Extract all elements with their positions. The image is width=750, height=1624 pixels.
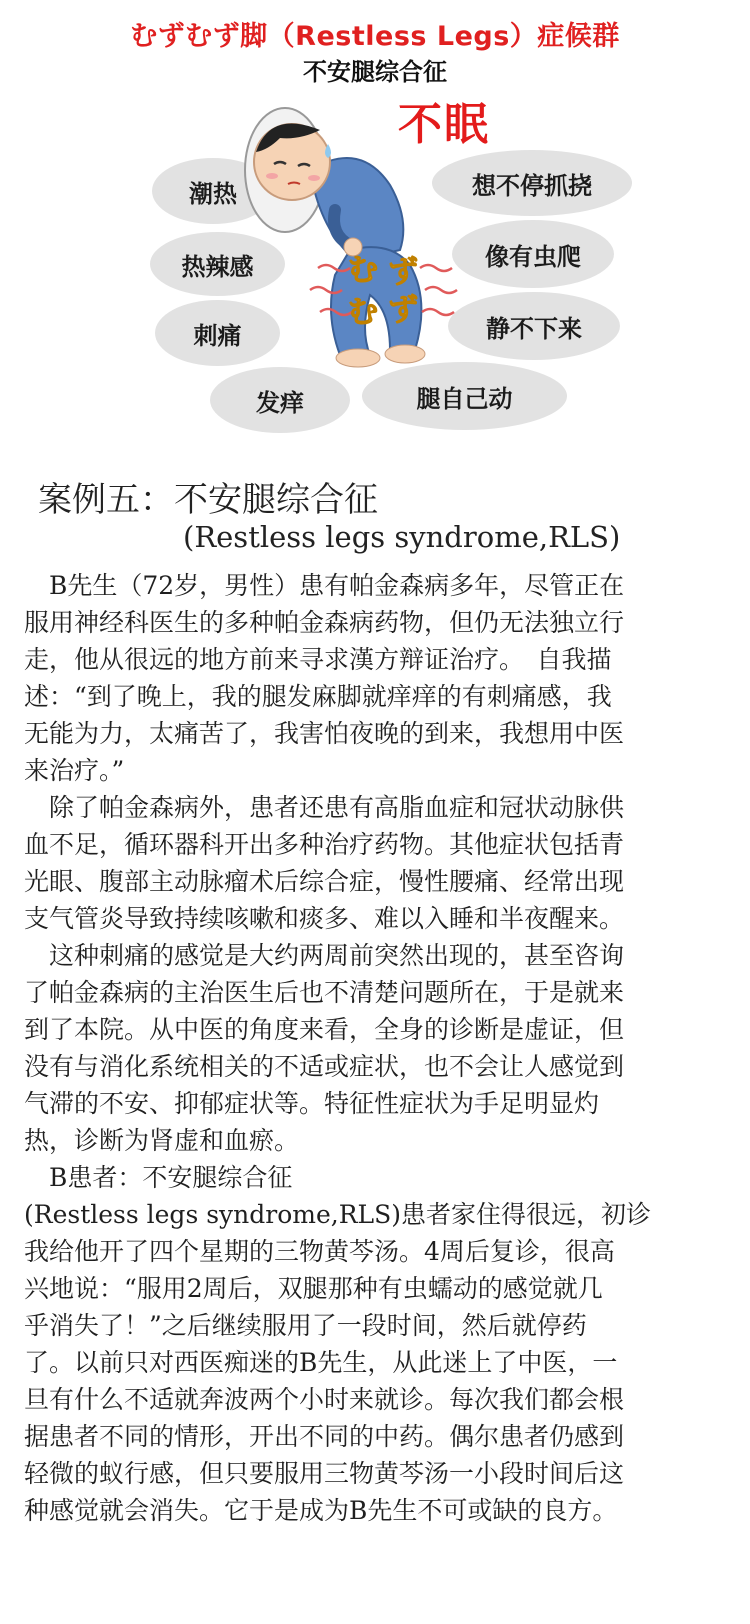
bubble-crawling: 像有虫爬 xyxy=(452,220,614,288)
mutter-mu-2: む xyxy=(348,295,378,330)
mutter-mu-1: む xyxy=(348,253,378,288)
text-line: 走，他从很远的地方前来寻求漢方辩证治疗。 自我描 xyxy=(24,645,612,674)
text-line: B患者：不安腿综合征 xyxy=(24,1163,293,1192)
text-line: 种感觉就会消失。它于是成为B先生不可或缺的良方。 xyxy=(24,1496,618,1525)
text-line: 支气管炎导致持续咳嗽和痰多、难以入睡和半夜醒来。 xyxy=(24,904,625,933)
case-heading: 案例五：不安腿综合征 xyxy=(38,480,378,520)
text-line: 没有与消化系统相关的不适或症状，也不会让人感觉到 xyxy=(24,1052,625,1081)
article-body xyxy=(24,567,728,1529)
text-line: 这种刺痛的感觉是大约两周前突然出现的，甚至咨询 xyxy=(24,941,625,970)
text-line: 无能为力，太痛苦了，我害怕夜晚的到来，我想用中医 xyxy=(24,719,625,748)
text-line: 了。以前只对西医痴迷的B先生，从此迷上了中医，一 xyxy=(24,1348,618,1377)
mutter-zu-1: ず xyxy=(388,255,418,290)
text-line: 服用神经科医生的多种帕金森病药物，但仍无法独立行 xyxy=(24,608,625,637)
text-line: 乎消失了！”之后继续服用了一段时间，然后就停药 xyxy=(24,1311,587,1340)
text-line: 来治疗。” xyxy=(24,756,125,785)
bubble-hot-flash: 潮热 xyxy=(152,158,274,224)
bubble-restless: 静不下来 xyxy=(448,292,620,360)
text-line: 述：“到了晚上，我的腿发麻脚就痒痒的有刺痛感，我 xyxy=(24,682,612,711)
text-line: 到了本院。从中医的角度来看，全身的诊断是虚证，但 xyxy=(24,1015,625,1044)
text-line: B先生（72岁，男性）患有帕金森病多年，尽管正在 xyxy=(24,571,625,600)
bubble-stinging: 刺痛 xyxy=(155,300,280,366)
text-line: (Restless legs syndrome,RLS)患者家住得很远，初诊 xyxy=(24,1200,652,1229)
illustration xyxy=(0,0,750,460)
insomnia-label: 不眠 xyxy=(398,99,490,150)
bubble-itching: 发痒 xyxy=(210,367,350,433)
text-line: 了帕金森病的主治医生后也不清楚问题所在，于是就来 xyxy=(24,978,625,1007)
text-line: 据患者不同的情形，开出不同的中药。偶尔患者仍感到 xyxy=(24,1422,625,1451)
bubble-want-scratch: 想不停抓挠 xyxy=(432,150,632,216)
bubble-leg-moves: 腿自己动 xyxy=(362,362,567,430)
bubble-burning: 热辣感 xyxy=(150,232,285,296)
text-line: 热，诊断为肾虚和血瘀。 xyxy=(24,1126,300,1155)
text-line: 轻微的蚁行感，但只要服用三物黄芩汤一小段时间后这 xyxy=(24,1459,625,1488)
mutter-zu-2: ず xyxy=(388,293,418,328)
text-line: 兴地说：“服用2周后，双腿那种有虫蠕动的感觉就几 xyxy=(24,1274,603,1303)
case-heading-english: (Restless legs syndrome,RLS) xyxy=(183,520,621,554)
illustration-title: むずむず脚（Restless Legs）症候群 xyxy=(130,21,620,52)
text-line: 光眼、腹部主动脉瘤术后综合症，慢性腰痛、经常出现 xyxy=(24,867,625,896)
text-line: 除了帕金森病外，患者还患有高脂血症和冠状动脉供 xyxy=(24,793,625,822)
text-line: 旦有什么不适就奔波两个小时来就诊。每次我们都会根 xyxy=(24,1385,625,1414)
text-line: 血不足，循环器科开出多种治疗药物。其他症状包括青 xyxy=(24,830,625,859)
text-line: 我给他开了四个星期的三物黄芩汤。4周后复诊，很高 xyxy=(24,1237,615,1266)
text-line: 气滞的不安、抑郁症状等。特征性症状为手足明显灼 xyxy=(24,1089,600,1118)
illustration-subtitle: 不安腿综合征 xyxy=(303,58,447,86)
